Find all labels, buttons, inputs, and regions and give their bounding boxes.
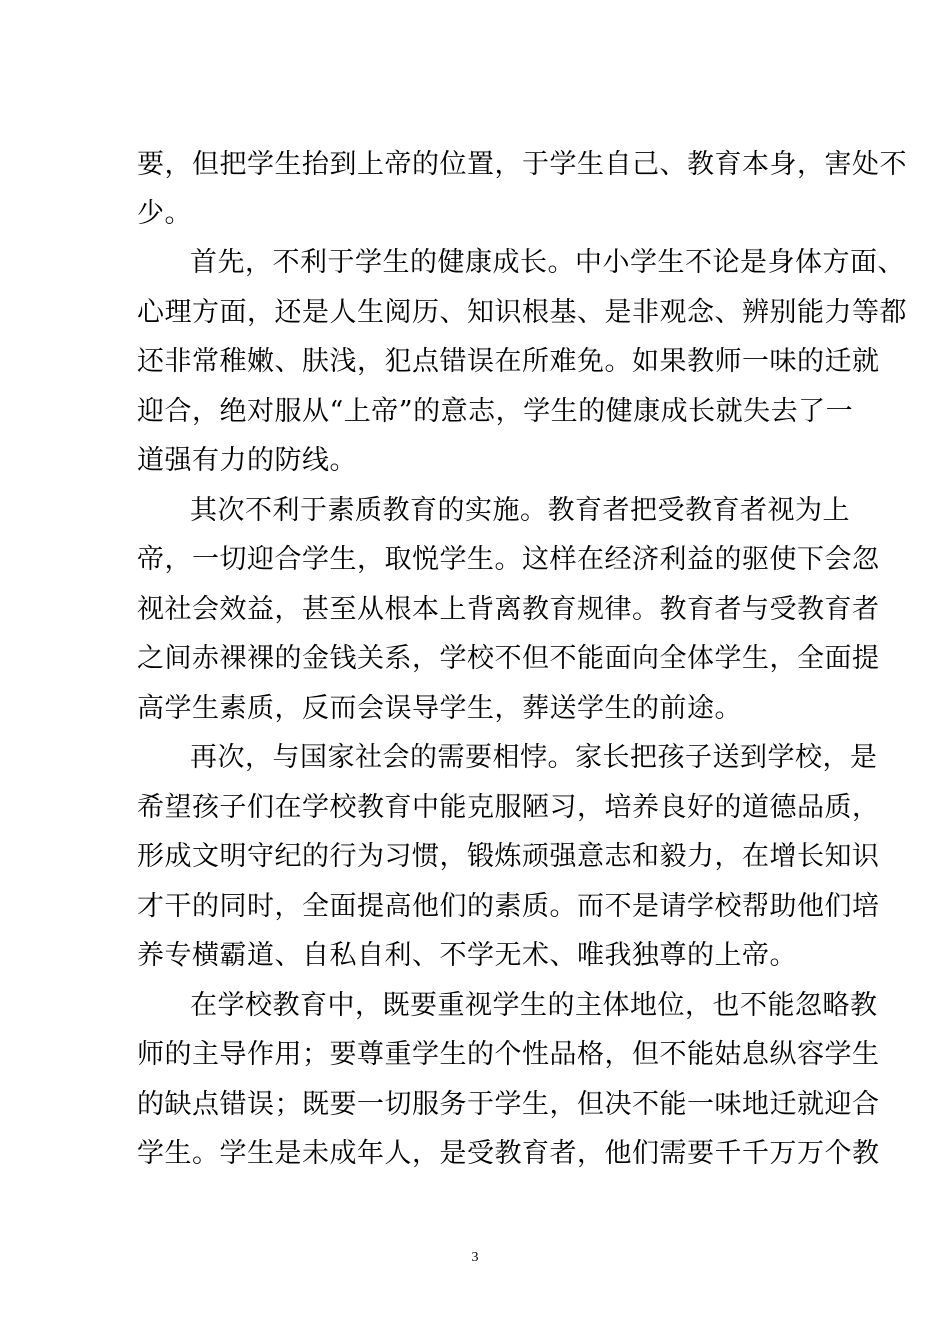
- text-line: 高学生素质，反而会误导学生，葬送学生的前途。: [137, 693, 742, 724]
- text-line: 的缺点错误；既要一切服务于学生，但决不能一味地迁就迎合: [137, 1089, 880, 1120]
- text-line: 帝，一切迎合学生，取悦学生。这样在经济利益的驱使下会忽: [137, 544, 880, 575]
- text-line: 道强有力的防线。: [137, 445, 357, 476]
- paragraph-first-line: 首先，不利于学生的健康成长。中小学生不论是身体方面、: [190, 247, 905, 278]
- text-line: 才干的同时，全面提高他们的素质。而不是请学校帮助他们培: [137, 891, 880, 922]
- text-line: 还非常稚嫩、肤浅，犯点错误在所难免。如果教师一味的迁就: [137, 346, 880, 377]
- text-line: 师的主导作用；要尊重学生的个性品格，但不能姑息纵容学生: [137, 1039, 880, 1070]
- text-line: 少。: [137, 198, 192, 229]
- paragraph-first-line: 其次不利于素质教育的实施。教育者把受教育者视为上: [190, 495, 850, 526]
- text-line: 视社会效益，甚至从根本上背离教育规律。教育者与受教育者: [137, 594, 880, 625]
- paragraph-first-line: 在学校教育中，既要重视学生的主体地位，也不能忽略教: [190, 990, 878, 1021]
- text-line: 学生。学生是未成年人，是受教育者，他们需要千千万万个教: [137, 1138, 880, 1169]
- text-line: 之间赤裸裸的金钱关系，学校不但不能面向全体学生，全面提: [137, 643, 880, 674]
- text-line: 迎合，绝对服从“上帝”的意志，学生的健康成长就失去了一: [137, 396, 854, 427]
- page-number: 3: [471, 1250, 479, 1265]
- text-line: 心理方面，还是人生阅历、知识根基、是非观念、辨别能力等都: [137, 297, 907, 328]
- text-line: 形成文明守纪的行为习惯，锻炼顽强意志和毅力，在增长知识: [137, 841, 880, 872]
- paragraph-first-line: 再次，与国家社会的需要相悖。家长把孩子送到学校，是: [190, 742, 878, 773]
- text-line: 要，但把学生抬到上帝的位置，于学生自己、教育本身，害处不: [137, 149, 907, 180]
- text-line: 希望孩子们在学校教育中能克服陋习，培养良好的道德品质，: [137, 792, 880, 823]
- text-line: 养专横霸道、自私自利、不学无术、唯我独尊的上帝。: [137, 940, 797, 971]
